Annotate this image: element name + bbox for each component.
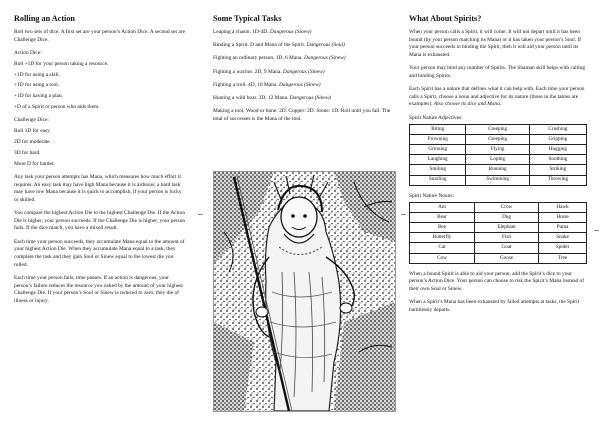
table-row (410, 124, 587, 134)
section-title: Rolling an Action (14, 14, 75, 23)
table-cell: Smiling (410, 165, 466, 175)
table-row (410, 165, 587, 175)
challenge-dice-item: 3D for hard. (14, 149, 41, 156)
task-item: Fighting a warrior. 2D, 9 Mana. Dangerous (Sinew) (213, 68, 325, 75)
table-row (410, 134, 587, 144)
challenge-dice-label: Challenge Dice: (14, 117, 49, 124)
nouns-table (409, 202, 587, 264)
table-cell: Soothing (529, 155, 586, 165)
table-cell: Ant (410, 202, 475, 212)
task-item: Leaping a chasm. 1D-4D. Dangerous (Sinew) (213, 29, 312, 36)
table-cell: Hugging (529, 144, 586, 154)
task-item: Hunting a wild boar. 3D, 12 Mana. Dangerous (Sinew) (213, 94, 332, 101)
challenge-dice-item: 2D for moderate. (14, 139, 51, 146)
table-row (410, 202, 587, 212)
table-cell: Creeping (466, 134, 529, 144)
table-cell: Swimming (466, 175, 529, 185)
mana-paragraph: Any task your person attempts has Mana, which measures how much effort it requires. An easy task may have high Mana because it is arduous; a hard task may have low Mana because it is quick to accomplish, if your person is lucky or skilled. (14, 173, 182, 203)
section-title: What About Spirits? (409, 14, 482, 23)
adjectives-caption: Spirit Nature Adjectives: (409, 114, 463, 121)
table-cell: Creeping (466, 124, 529, 134)
shaman-illustration (213, 171, 396, 412)
table-row (410, 144, 587, 154)
nouns-caption: Spirit Nature Nouns: (409, 192, 454, 199)
compare-paragraph: You compare the highest Action Die to the highest Challenge Die. If the Action Die is higher, your person succeeds. If the Challenge Die is higher, your person fails. If the dice match, you have a mixed result. (14, 210, 186, 232)
failure-paragraph: Each time your person fails, time passes. If an action is dangerous, your person’s failure reduces the resource you risked by the amount of your highest Challenge Die. If your person’s Soul or Sinew is reduced to zero, they die of illness or injury. (14, 274, 183, 304)
table-cell: Snake (539, 233, 587, 243)
action-dice-item: +1D for using a tool. (14, 82, 60, 89)
tool-making-paragraph: Making a tool. Wood or bone: 2D. Copper: 2D. Stone: 1D. Roll until you fail. The total of successes is the Mana of the tool. (213, 108, 391, 122)
table-row (410, 253, 587, 263)
table-cell: Cow (410, 253, 475, 263)
table-cell: Horse (539, 212, 587, 222)
table-cell: Dog (475, 212, 539, 222)
task-item: Fighting an ordinary person. 1D, 6 Mana. Dangerous (Sinew) (213, 55, 346, 62)
table-cell: Tree (539, 253, 587, 263)
table-cell: Cat (410, 243, 475, 253)
challenge-dice-item: More D for harder. (14, 160, 55, 167)
table-cell: Goat (475, 243, 539, 253)
task-item: Fighting a troll. 4D, 16 Mana. Dangerous (Sinew) (213, 81, 321, 88)
table-cell: Grinning (410, 144, 466, 154)
table-cell: Gripping (529, 134, 586, 144)
table-cell: Biting (410, 124, 466, 134)
table-cell: Frowning (410, 134, 466, 144)
table-cell: Elephant (475, 223, 539, 233)
table-row (410, 212, 587, 222)
action-dice-item: +D of a Spirit or person who aids them. (14, 104, 100, 111)
table-cell: Laughing (410, 155, 466, 165)
action-dice-label: Action Dice: (14, 49, 42, 56)
table-cell: Spider (539, 243, 587, 253)
table-cell: Crow (475, 202, 539, 212)
spirits-section (409, 14, 587, 320)
table-row (410, 175, 587, 185)
fold-mark (594, 230, 599, 231)
action-dice-item: Roll +1D for your person taking a resource. (14, 60, 109, 67)
spirits-paragraph: When your person calls a Spirit, it will come. It will not depart until it has been bound (by your person matching its Mana) or it has taken your person’s Soul. If your person succeeds in binding the Spirit, then it will aid your person until its Mana is exhausted. (409, 29, 582, 59)
fold-mark (401, 214, 406, 215)
adjectives-table (409, 124, 587, 186)
table-cell: Butterfly (410, 233, 475, 243)
success-paragraph: Each time your person succeeds, they accumulate Mana equal to the amount of your highest Action Die. When they accumulate Mana equal to a task, they complete the task and they gain Soul or Sinew equal to the lowest die you rolled. (14, 238, 185, 268)
action-dice-item: +1D for using a skill. (14, 71, 61, 78)
rolling-an-action-section (14, 14, 186, 311)
table-cell: Crushing (529, 124, 586, 134)
intro-paragraph: Roll two sets of dice. A first set are your person’s Action Dice. A second set are Challenge Dice. (14, 29, 185, 43)
spirits-paragraph: When a bound Spirit is able to aid your person, add the Spirit’s dice to your person’s Action Dice. Your person can choose to risk the Spirit’s Mana instead of their own Soul or Sinew. (409, 270, 585, 293)
fold-mark (198, 214, 203, 215)
action-dice-item: +1D for having a plan. (14, 93, 63, 100)
table-cell: Striking (529, 165, 586, 175)
table-row (410, 243, 587, 253)
table-cell: Running (466, 165, 529, 175)
task-item: Binding a Spirit. D and Mana of the Spirit. Dangerous (Soul) (213, 42, 345, 49)
challenge-dice-item: Roll 1D for easy. (14, 128, 51, 135)
spirits-paragraph: When a Spirit’s Mana has been exhausted by failed attempts at tasks, the Spirit harmlessly departs. (409, 299, 580, 313)
table-cell: Bear (410, 212, 475, 222)
typical-tasks-section (213, 14, 396, 129)
section-title: Some Typical Tasks (213, 14, 282, 23)
table-cell: Puma (539, 223, 587, 233)
table-cell: Flying (466, 144, 529, 154)
table-cell: Goose (475, 253, 539, 263)
table-row (410, 233, 587, 243)
table-cell: Fish (475, 233, 539, 243)
spirit-nature-paragraph: Each Spirit has a nature that defines what it can help with. Each time your person calls a Spirit, choose a noun and adjective for its nature (those in the tables are examples). Also choose its dice and Mana. (409, 86, 585, 108)
table-cell: Snarling (410, 175, 466, 185)
table-cell: Hawk (539, 202, 587, 212)
spirits-paragraph: Your person may bind any number of Spirits. The Shaman skill helps with calling and binding Spirits. (409, 65, 586, 79)
table-row (410, 223, 587, 233)
table-cell: Loping (466, 155, 529, 165)
table-row (410, 155, 587, 165)
shaman-drawing (214, 172, 395, 411)
table-cell: Throwing (529, 175, 586, 185)
table-cell: Bee (410, 223, 475, 233)
